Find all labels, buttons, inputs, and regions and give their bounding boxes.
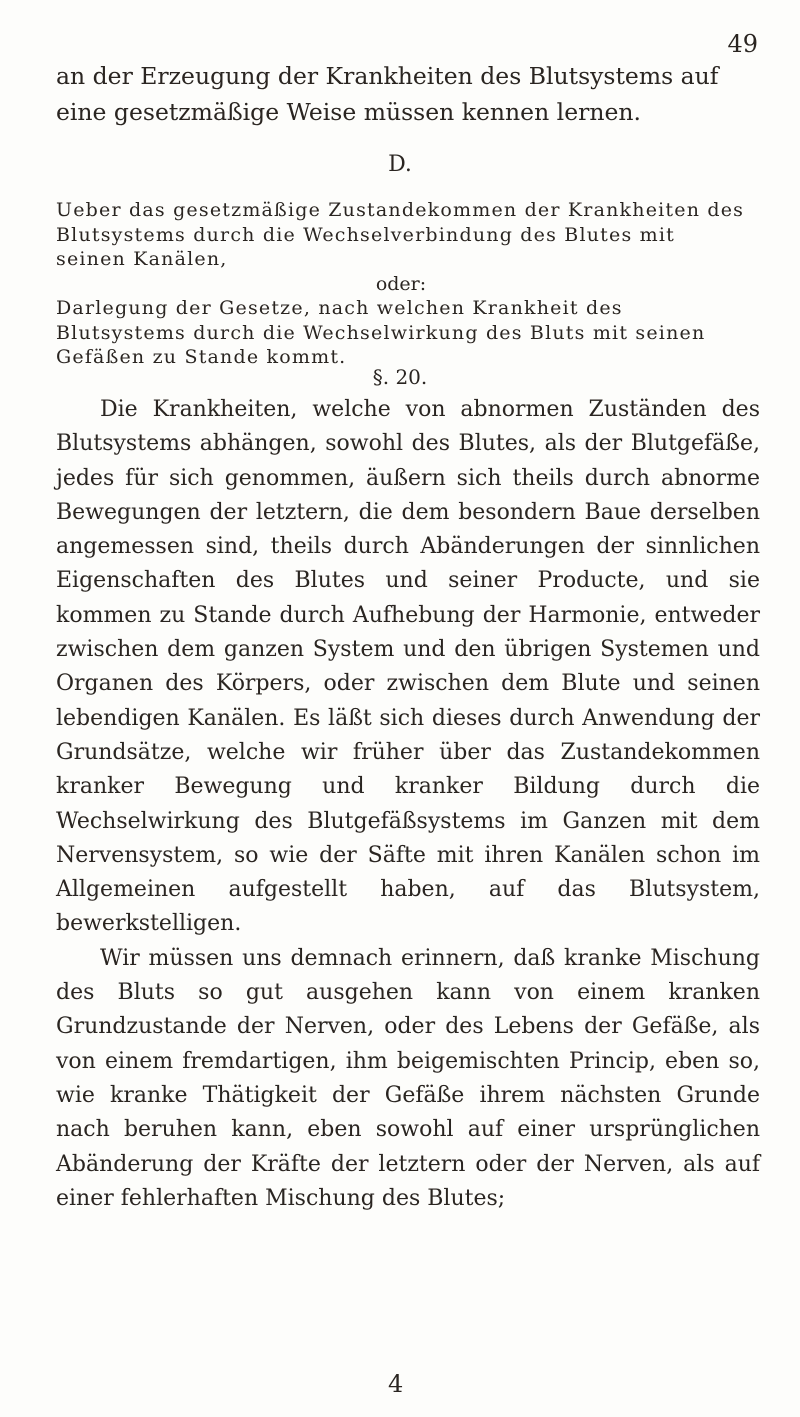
paragraph-mark: §. 20. (372, 365, 428, 389)
paragraph-2: Wir müssen uns demnach erinnern, daß kranke Mischung des Bluts so gut ausgehen kann von einem kranken Grundzustande der Nerven, oder des Lebens der Gefäße, als von einem fremdartigen, ihm beigemischten Princip, eben so, wie kranke Thätigkeit der Gefäße ihrem nächsten Grunde nach beruhen kann, eben sowohl auf einer ursprünglichen Abänderung der Kräfte der letztern oder der Nerven, als auf einer fehlerhaften Mischung des Blutes; (56, 945, 760, 1211)
section-letter: D. (388, 152, 412, 177)
heading-part-2: Darlegung der Gesetze, nach welchen Krankheit des Blutsystems durch die Wechselwirkung des Bluts mit seinen Gefäßen zu Stande kommt. (56, 297, 706, 368)
paragraph-1: Die Krankheiten, welche von abnormen Zuständen des Blutsystems abhängen, sowohl des Blutes, als der Blutgefäße, jedes für sich genommen, äußern sich theils durch abnorme Bewegungen der letztern, die dem besondern Baue derselben angemessen sind, theils durch Abänderungen der sinnlichen Eigenschaften des Blutes und seiner Producte, und sie kommen zu Stande durch Aufhebung der Harmonie, entweder zwischen dem ganzen System und den übrigen Systemen und Organen des Körpers, oder zwischen dem Blute und seinen lebendigen Kanälen. Es läßt sich dieses durch Anwendung der Grundsätze, welche wir früher über das Zustandekommen kranker Bewegung und kranker Bildung durch die Wechselwirkung des Blutgefäßsystems im Ganzen mit dem Nervensystem, so wie der Säfte mit ihren Kanälen schon im Allgemeinen aufgestellt haben, auf das Blutsystem, bewerkstelligen. (56, 397, 760, 937)
heading-part-1: Ueber das gesetzmäßige Zustandekommen der Krankheiten des Blutsystems durch die Wechselverbindung des Blutes mit seinen Kanälen, (56, 199, 745, 270)
section-heading (56, 198, 746, 370)
signature-mark: 4 (388, 1370, 404, 1398)
heading-oder: oder: (375, 272, 427, 295)
intro-text: an der Erzeugung der Krankheiten des Blutsystems auf eine gesetzmäßige Weise müssen kennen lernen. (56, 62, 719, 126)
body-text (56, 393, 760, 1216)
page-number: 49 (727, 30, 758, 58)
